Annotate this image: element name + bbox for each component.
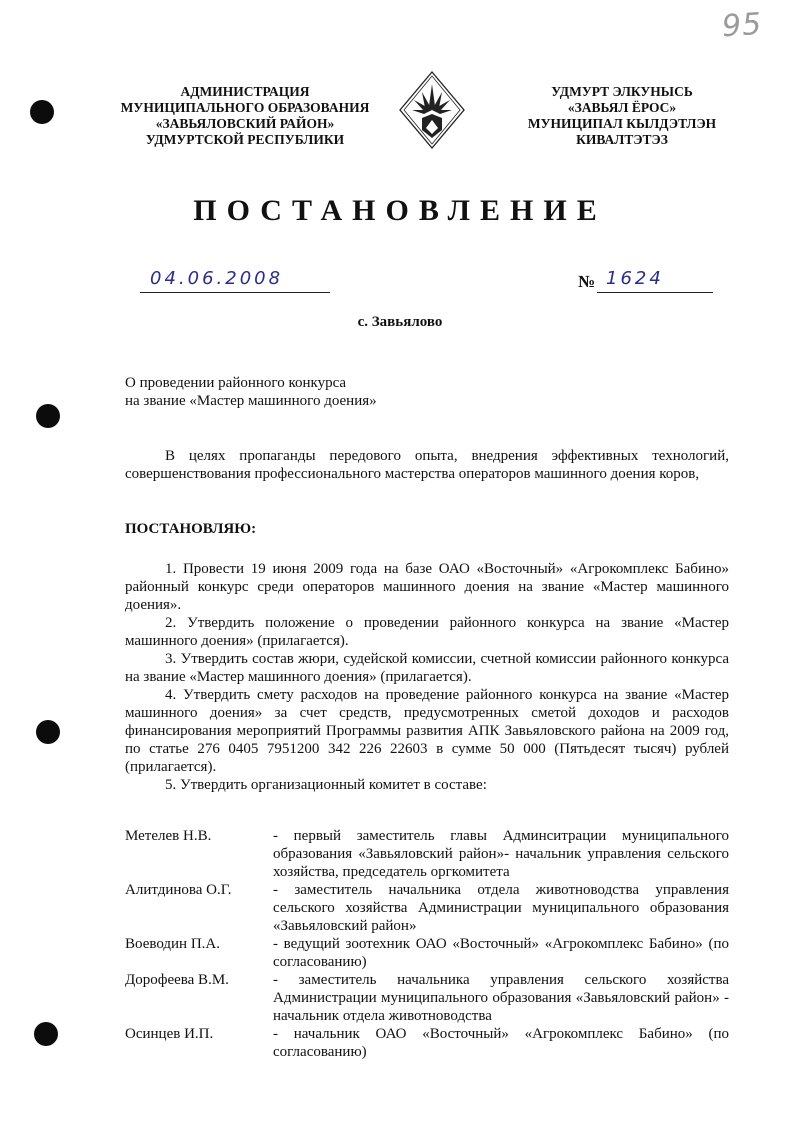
subject-line: на звание «Мастер машинного доения» [125,393,377,409]
committee-member [125,971,729,1025]
document-place: с. Завьялово [357,314,443,330]
decree-items [125,560,729,794]
member-role: - первый заместитель главы Админситрации муниципального образования «Завьяловский район»- начальник управления сельского хозяйства, председатель оргкомитета [273,828,729,880]
member-role: - начальник ОАО «Восточный» «Агрокомплекс Бабино» (по согласованию) [273,1026,729,1060]
decree-item: 3. Утвердить состав жюри, судейской комиссии, счетной комиссии районного конкурса на звание «Мастер машинного доения» (прилагается). [125,651,729,685]
document-title: ПОСТАНОВЛЕНИЕ [193,194,607,227]
number-underline [597,292,713,293]
committee-member [125,827,729,881]
punch-hole [34,1022,58,1046]
document-subject [125,374,377,410]
document-number: 1624 [606,268,664,289]
number-label: № [578,272,596,291]
subject-line: О проведении районного конкурса [125,375,347,391]
header-administration [110,84,380,148]
decree-item: 4. Утвердить смету расходов на проведение районного конкурса на звание «Мастер машинного доения» за счет средств, предусмотренных сметой доходов и расходов финансирования мероприятий Программы развития АПК Завьяловского района на 2009 год, по статье 276 0405 7951200 342 226 22603 в сумме 50 000 (Пятьдесят тысяч) рублей (прилагается). [125,687,729,775]
decree-item: 1. Провести 19 июня 2009 года на базе ОАО «Восточный» «Агрокомплекс Бабино» районный конкурс среди операторов машинного доения на звание «Мастер машинного доения». [125,561,729,613]
intro-paragraph: В целях пропаганды передового опыта, внедрения эффективных технологий, совершенствования профессионального мастерства операторов машинного доения коров, [125,448,729,482]
header-line: АДМИНИСТРАЦИЯ [180,84,310,99]
page-number: 95 [720,6,764,45]
decree-item: 5. Утвердить организационный комитет в составе: [165,777,487,793]
committee-member [125,935,729,971]
member-role: - ведущий зоотехник ОАО «Восточный» «Агрокомплекс Бабино» (по согласованию) [273,936,729,970]
header-administration-udmurt [492,84,752,148]
header-line: «ЗАВЬЯЛ ЁРОС» [567,100,677,115]
member-name: Алитдинова О.Г. [125,882,232,898]
member-name: Осинцев И.П. [125,1026,214,1042]
punch-hole [36,720,60,744]
punch-hole [36,404,60,428]
decree-item: 2. Утвердить положение о проведении районного конкурса на звание «Мастер машинного доения» (прилагается). [125,615,729,649]
member-role: - заместитель начальника отдела животноводства управления сельского хозяйства Администрации муниципального образования «Завьяловский район» [273,882,729,934]
committee-member [125,1025,729,1061]
header-line: «ЗАВЬЯЛОВСКИЙ РАЙОН» [155,116,335,131]
committee-list [125,827,729,1061]
header-line: УДМУРТ ЭЛКУНЫСЬ [551,84,693,99]
member-name: Метелев Н.В. [125,828,212,844]
coat-of-arms-icon [398,70,466,150]
header-line: УДМУРТСКОЙ РЕСПУБЛИКИ [145,132,345,147]
decree-heading: ПОСТАНОВЛЯЮ: [125,521,257,537]
member-name: Воеводин П.А. [125,936,220,952]
document-date: 04.06.2008 [150,268,284,289]
punch-hole [30,100,54,124]
header-line: КИВАЛТЭТЭЗ [576,132,668,147]
member-name: Дорофеева В.М. [125,972,229,988]
committee-member [125,881,729,935]
date-underline [140,292,330,293]
header-line: МУНИЦИПАЛЬНОГО ОБРАЗОВАНИЯ [120,100,370,115]
member-role: - заместитель начальника управления сельского хозяйства Администрации муниципального образования «Завьяловский район» - начальник отдела животноводства [273,972,729,1024]
header-line: МУНИЦИПАЛ КЫЛДЭТЛЭН [527,116,717,131]
